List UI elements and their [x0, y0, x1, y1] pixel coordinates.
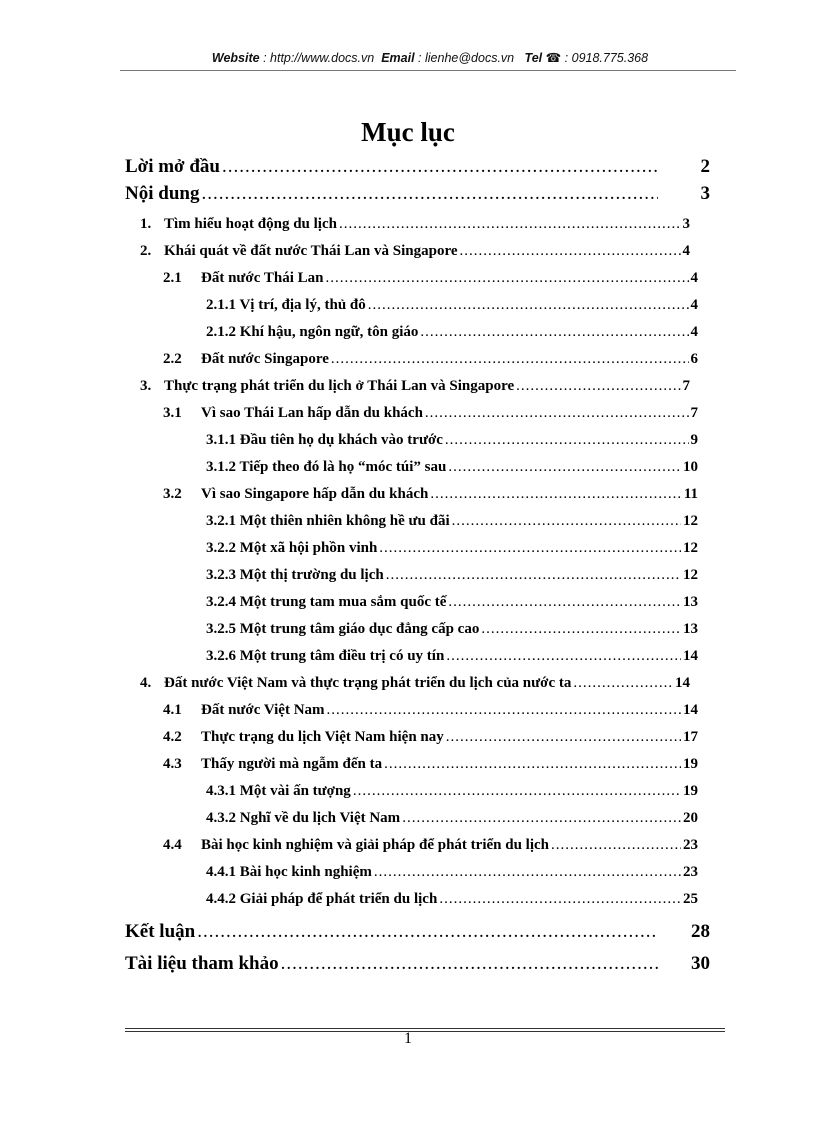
- toc-entry: [206, 783, 698, 800]
- toc-entry-page: 3: [682, 216, 690, 232]
- toc-entry-label: Khái quát về đất nước Thái Lan và Singapore: [164, 243, 458, 259]
- toc-entry-page: 23: [683, 837, 698, 853]
- toc-entry-label: 3.2.1 Một thiên nhiên không hề ưu đãi: [206, 513, 450, 529]
- toc-entry-label: Đất nước Việt Nam và thực trạng phát triển du lịch của nước ta: [164, 675, 572, 691]
- toc-entry-label: Kết luận: [125, 921, 196, 942]
- toc-entry-page: 28: [691, 921, 710, 942]
- tel-label: Tel ☎: [524, 51, 562, 65]
- toc-entry-number: 2.1: [163, 270, 182, 286]
- toc-entry-label: Lời mở đầu: [125, 156, 220, 177]
- toc-entry: [163, 729, 698, 746]
- toc-leader-dots: [573, 675, 673, 692]
- tel-value: : 0918.775.368: [564, 51, 649, 65]
- toc-entry-page: 14: [683, 648, 698, 664]
- toc-entry-page: 4: [690, 324, 698, 340]
- toc-entry-number: 4.2: [163, 729, 182, 745]
- toc-leader-dots: [448, 459, 681, 476]
- toc-entry-number: 4.4: [163, 837, 182, 853]
- toc-leader-dots: [368, 297, 689, 314]
- toc-leader-dots: [201, 183, 658, 205]
- toc-entry-label: Thấy người mà ngẫm đến ta: [201, 756, 383, 772]
- toc-entry-page: 13: [683, 594, 698, 610]
- toc-entry: [206, 621, 698, 638]
- toc-entry-page: 2: [700, 156, 710, 177]
- toc-entry-label: 3.2.4 Một trung tam mua sắm quốc tế: [206, 594, 447, 610]
- toc-entry: [163, 837, 698, 854]
- toc-leader-dots: [439, 891, 681, 908]
- toc-entry-page: 13: [683, 621, 698, 637]
- toc-entry-page: 6: [690, 351, 698, 367]
- email-label: Email: [381, 51, 415, 65]
- toc-entry: [163, 702, 698, 719]
- toc-leader-dots: [379, 540, 681, 557]
- toc-entry: [206, 540, 698, 557]
- toc-leader-dots: [448, 594, 681, 611]
- toc-entry-page: 12: [683, 540, 698, 556]
- toc-leader-dots: [516, 378, 680, 395]
- toc-entry-label: 4.3.1 Một vài ấn tượng: [206, 783, 351, 799]
- toc-entry: [206, 648, 698, 665]
- toc-leader-dots: [446, 729, 681, 746]
- toc-leader-dots: [222, 156, 658, 178]
- toc-entry-page: 25: [683, 891, 698, 907]
- toc-entry-page: 7: [682, 378, 690, 394]
- toc-entry-label: 4.4.1 Bài học kinh nghiệm: [206, 864, 372, 880]
- toc-entry: [125, 953, 710, 975]
- toc-leader-dots: [384, 756, 681, 773]
- toc-entry-label: 3.2.6 Một trung tâm điều trị có uy tín: [206, 648, 445, 664]
- toc-entry-label: Nội dung: [125, 183, 200, 204]
- toc-entry-label: 4.4.2 Giải pháp để phát triển du lịch: [206, 891, 438, 907]
- toc-entry: [125, 156, 710, 178]
- page-number: 1: [404, 1030, 412, 1047]
- toc-entry-page: 12: [683, 567, 698, 583]
- toc-entry: [206, 513, 698, 530]
- toc-entry: [206, 567, 698, 584]
- toc-leader-dots: [197, 921, 658, 943]
- toc-entry: [206, 459, 698, 476]
- toc-entry: [206, 324, 698, 341]
- toc-entry-number: 3.1: [163, 405, 182, 421]
- toc-entry: [140, 216, 690, 233]
- website-value: : http://www.docs.vn: [263, 51, 375, 65]
- toc-leader-dots: [339, 216, 681, 233]
- toc-entry-page: 20: [683, 810, 698, 826]
- toc-entry: [163, 405, 698, 422]
- toc-entry-page: 4: [690, 297, 698, 313]
- toc-leader-dots: [402, 810, 681, 827]
- toc-entry-label: Thực trạng du lịch Việt Nam hiện nay: [201, 729, 444, 745]
- toc-entry-page: 23: [683, 864, 698, 880]
- toc-entry-page: 3: [700, 183, 710, 204]
- toc-leader-dots: [430, 486, 681, 503]
- toc-entry-label: Đất nước Singapore: [201, 351, 329, 367]
- toc-leader-dots: [452, 513, 681, 530]
- toc-entry-page: 7: [690, 405, 698, 421]
- toc-entry: [163, 351, 698, 368]
- toc-leader-dots: [327, 702, 681, 719]
- toc-entry-number: 3.: [140, 378, 152, 394]
- toc-entry-number: 4.: [140, 675, 152, 691]
- toc-entry: [140, 675, 690, 692]
- toc-entry-page: 4: [682, 243, 690, 259]
- toc-entry-page: 10: [683, 459, 698, 475]
- email-value: : lienhe@docs.vn: [418, 51, 515, 65]
- toc-leader-dots: [425, 405, 689, 422]
- toc-leader-dots: [460, 243, 681, 260]
- toc-entry: [140, 243, 690, 260]
- toc-entry: [125, 921, 710, 943]
- toc-entry: [163, 756, 698, 773]
- toc-entry-page: 19: [683, 783, 698, 799]
- toc-entry-number: 1.: [140, 216, 152, 232]
- toc-entry-page: 30: [691, 953, 710, 974]
- toc-entry: [206, 810, 698, 827]
- toc-entry-number: 4.3: [163, 756, 182, 772]
- toc-entry-page: 12: [683, 513, 698, 529]
- toc-entry: [140, 378, 690, 395]
- toc-entry-label: 2.1.1 Vị trí, địa lý, thủ đô: [206, 297, 366, 313]
- toc-entry-label: 3.1.2 Tiếp theo đó là họ “móc túi” sau: [206, 459, 447, 475]
- toc-entry-label: 3.2.5 Một trung tâm giáo dục đẳng cấp cao: [206, 621, 480, 637]
- toc-entry-page: 11: [683, 486, 698, 502]
- footer-divider: [125, 1028, 725, 1029]
- toc-leader-dots: [420, 324, 688, 341]
- toc-entry-label: 3.1.1 Đầu tiên họ dụ khách vào trước: [206, 432, 443, 448]
- toc-entry: [206, 297, 698, 314]
- toc-leader-dots: [481, 621, 681, 638]
- toc-entry: [206, 594, 698, 611]
- toc-entry-label: Thực trạng phát triển du lịch ở Thái Lan và Singapore: [164, 378, 515, 394]
- toc-leader-dots: [446, 648, 681, 665]
- toc-entry-page: 14: [675, 675, 690, 691]
- toc-entry-label: Tìm hiểu hoạt động du lịch: [164, 216, 337, 232]
- header-divider: [120, 70, 736, 71]
- toc-entry-label: 2.1.2 Khí hậu, ngôn ngữ, tôn giáo: [206, 324, 419, 340]
- toc-entry-page: 14: [683, 702, 698, 718]
- toc-entry-label: Tài liệu tham khảo: [125, 953, 279, 974]
- toc-leader-dots: [353, 783, 681, 800]
- toc-leader-dots: [374, 864, 681, 881]
- toc-leader-dots: [386, 567, 681, 584]
- toc-entry-label: 4.3.2 Nghĩ về du lịch Việt Nam: [206, 810, 401, 826]
- toc-entry-number: 2.2: [163, 351, 182, 367]
- toc-entry-label: Đất nước Việt Nam: [201, 702, 325, 718]
- toc-entry-number: 2.: [140, 243, 152, 259]
- toc-leader-dots: [331, 351, 689, 368]
- toc-entry: [206, 432, 698, 449]
- toc-entry-page: 17: [683, 729, 698, 745]
- website-label: Website: [211, 51, 260, 65]
- toc-entry-page: 9: [690, 432, 698, 448]
- toc-leader-dots: [325, 270, 688, 287]
- toc-entry: [163, 486, 698, 503]
- toc-entry-label: 3.2.3 Một thị trường du lịch: [206, 567, 384, 583]
- toc-entry-label: Vì sao Singapore hấp dẫn du khách: [201, 486, 429, 502]
- toc-leader-dots: [281, 953, 658, 975]
- toc-entry-number: 4.1: [163, 702, 182, 718]
- toc-entry-page: 4: [690, 270, 698, 286]
- toc-entry-label: Vì sao Thái Lan hấp dẫn du khách: [201, 405, 423, 421]
- page-title: Mục lục: [361, 117, 455, 147]
- toc-entry: [206, 891, 698, 908]
- toc-entry-number: 3.2: [163, 486, 182, 502]
- toc-leader-dots: [551, 837, 681, 854]
- toc-entry-label: 3.2.2 Một xã hội phồn vinh: [206, 540, 378, 556]
- toc-entry-label: Bài học kinh nghiệm và giải pháp để phát triển du lịch: [201, 837, 550, 853]
- toc-entry: [206, 864, 698, 881]
- toc-entry: [163, 270, 698, 287]
- toc-entry-label: Đất nước Thái Lan: [201, 270, 324, 286]
- toc-leader-dots: [445, 432, 689, 449]
- toc-entry: [125, 183, 710, 205]
- page-header: [120, 50, 740, 65]
- toc-entry-page: 19: [683, 756, 698, 772]
